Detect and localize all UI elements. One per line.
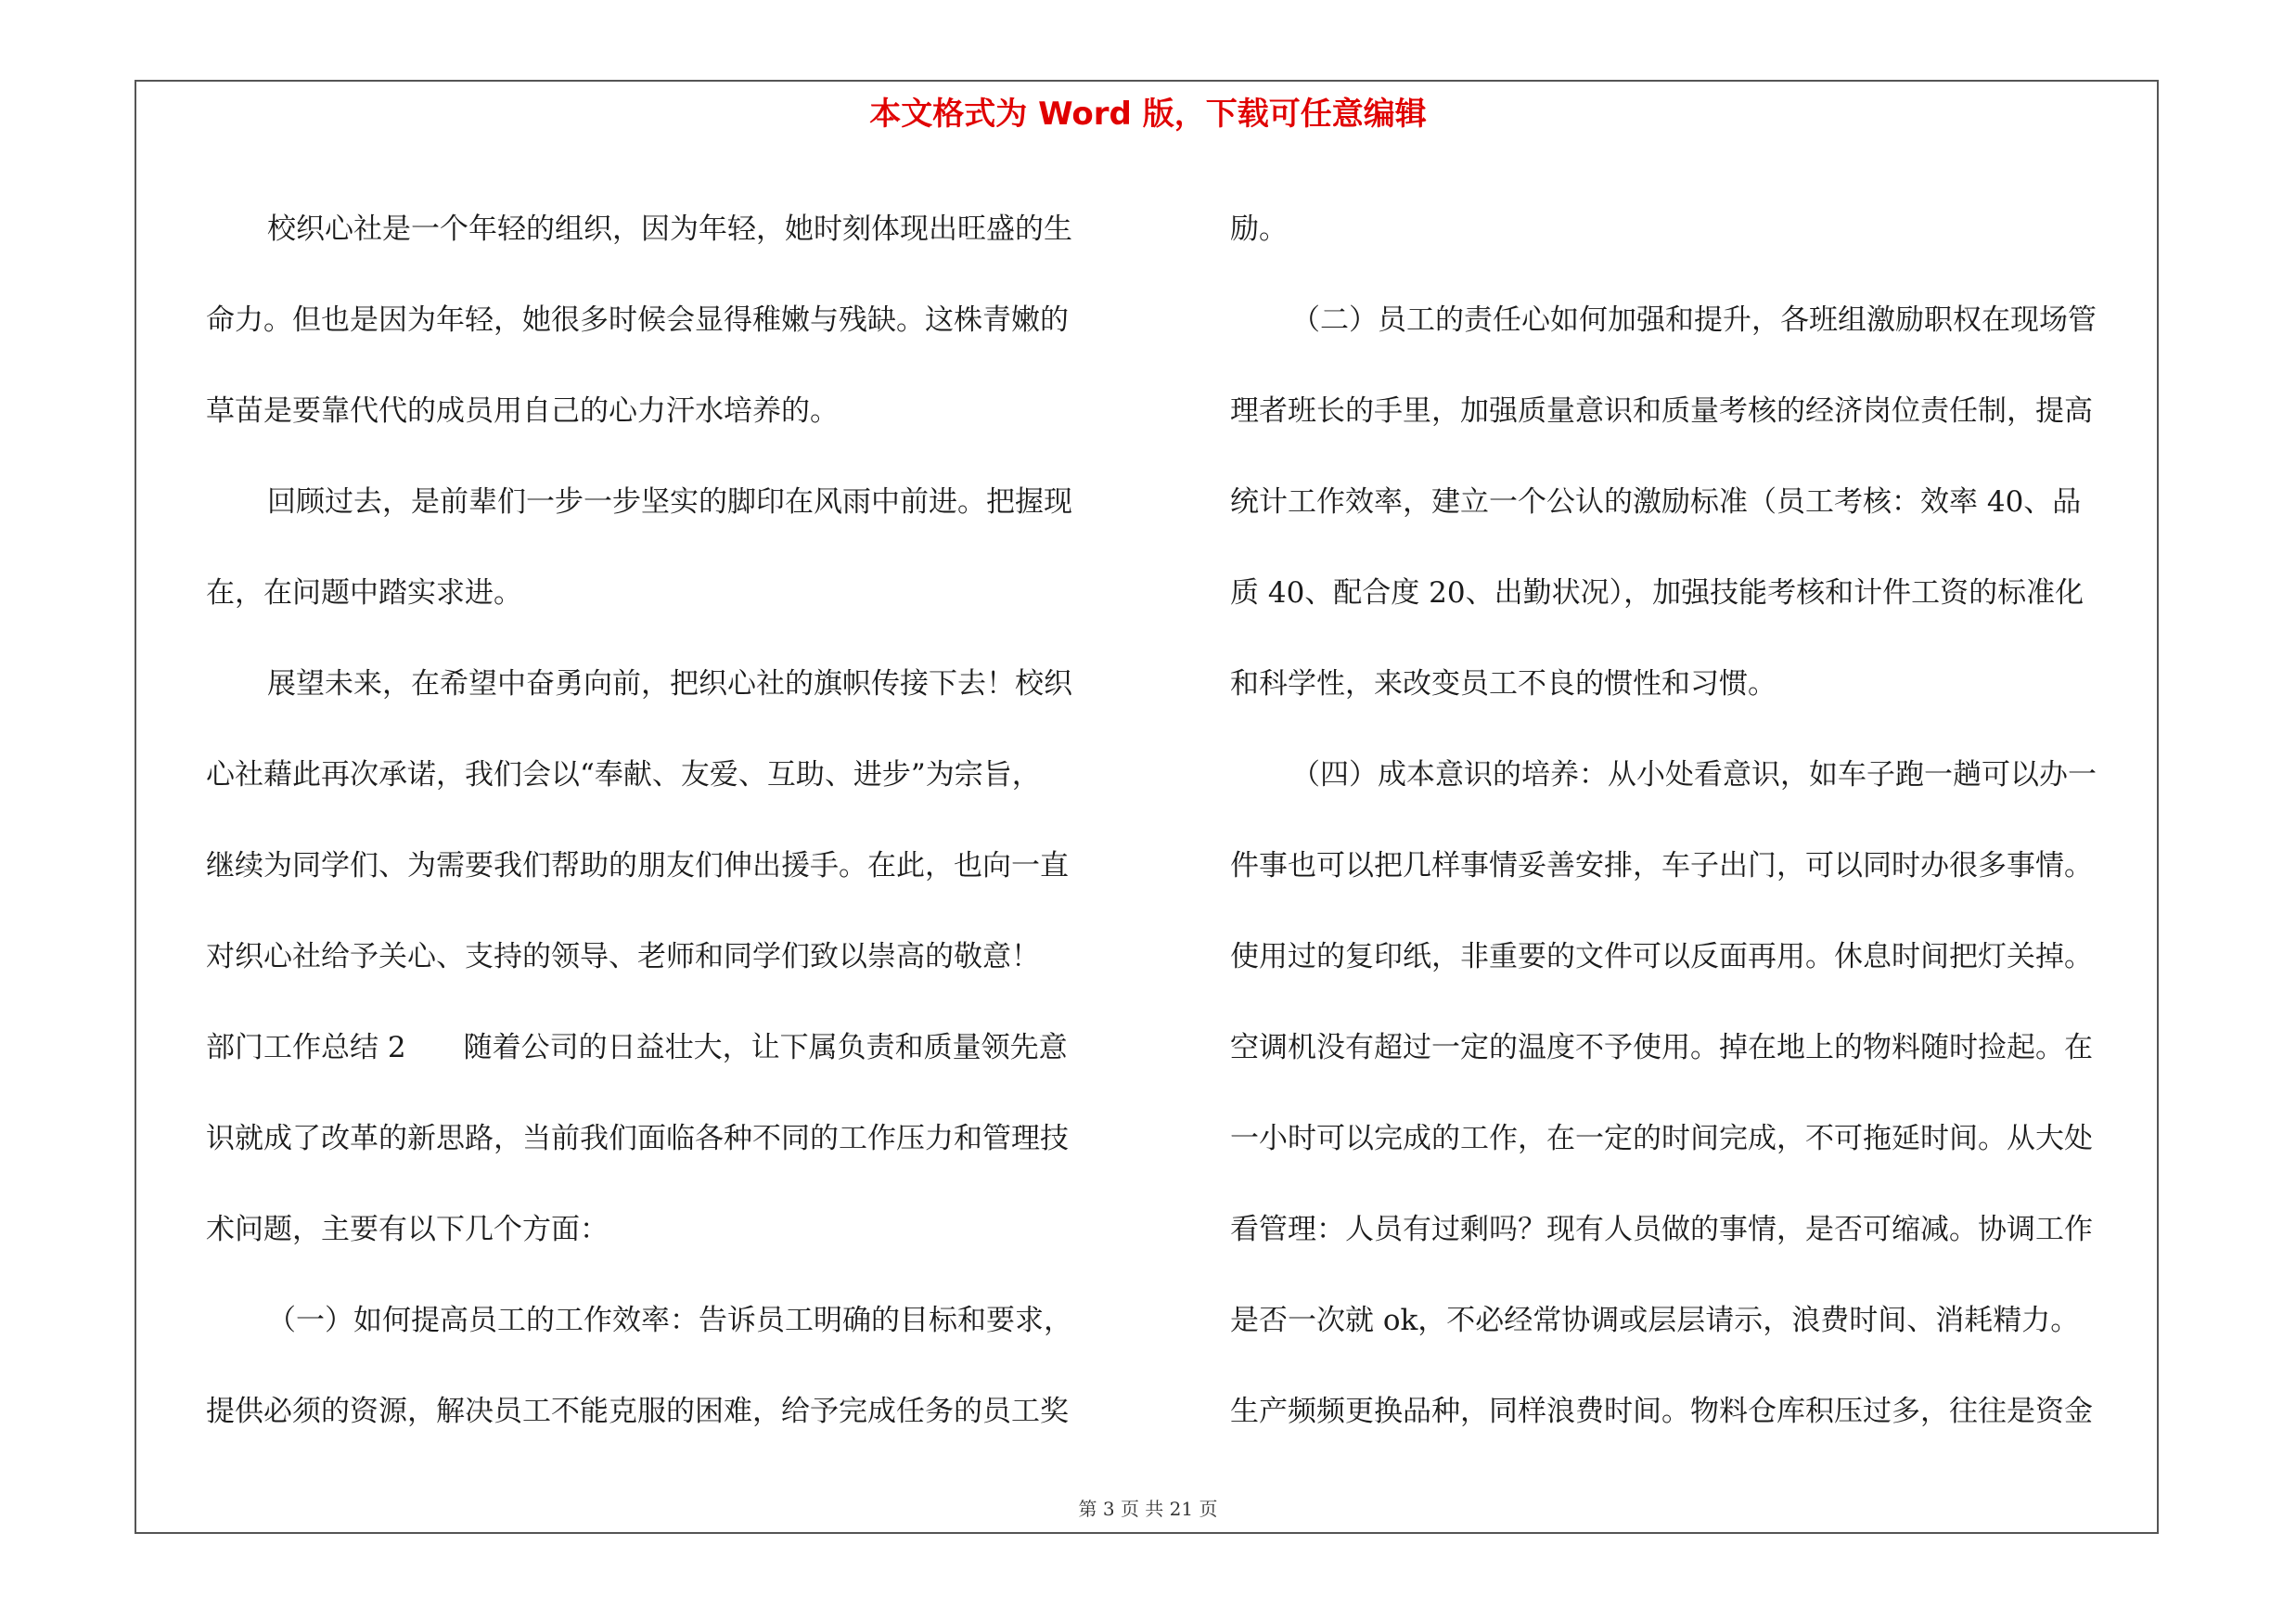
text-line: 对织心社给予关心、支持的领导、老师和同学们致以崇高的敬意！ (206, 940, 1040, 973)
text-line: 校织心社是一个年轻的组织，因为年轻，她时刻体现出旺盛的生 (267, 213, 1072, 246)
text-line: 回顾过去，是前辈们一步一步坚实的脚印在风雨中前进。把握现 (267, 485, 1072, 519)
text-line: 提供必须的资源，解决员工不能克服的困难，给予完成任务的员工奖 (206, 1395, 1069, 1428)
text-line: 部门工作总结 2 随着公司的日益壮大，让下属负责和质量领先意 (206, 1031, 1068, 1064)
text-line: 草苗是要靠代代的成员用自己的心力汗水培养的。 (206, 394, 839, 428)
text-line: 识就成了改革的新思路，当前我们面临各种不同的工作压力和管理技 (206, 1122, 1069, 1155)
text-line: 继续为同学们、为需要我们帮助的朋友们伸出援手。在此，也向一直 (206, 849, 1069, 882)
text-line: 和科学性，来改变员工不良的惯性和习惯。 (1230, 667, 1777, 701)
text-line: 使用过的复印纸，非重要的文件可以反面再用。休息时间把灯关掉。 (1230, 940, 2093, 973)
text-line: 术问题，主要有以下几个方面： (206, 1213, 609, 1246)
page-number: 第 3 页 共 21 页 (1078, 1498, 1218, 1520)
right-text-column (1230, 184, 2167, 1457)
text-line: 统计工作效率，建立一个公认的激励标准（员工考核：效率 40、品 (1230, 485, 2082, 519)
text-line: 命力。但也是因为年轻，她很多时候会显得稚嫩与残缺。这株青嫩的 (206, 303, 1069, 337)
text-line: 一小时可以完成的工作，在一定的时间完成，不可拖延时间。从大处 (1230, 1122, 2093, 1155)
text-line: 件事也可以把几样事情妥善安排，车子出门，可以同时办很多事情。 (1230, 849, 2093, 882)
text-line: （四）成本意识的培养：从小处看意识，如车子跑一趟可以办一 (1291, 758, 2097, 792)
text-line: 是否一次就 ok，不必经常协调或层层请示，浪费时间、消耗精力。 (1230, 1304, 2080, 1337)
text-line: 展望未来，在希望中奋勇向前，把织心社的旗帜传接下去！校织 (267, 667, 1072, 701)
text-line: 理者班长的手里，加强质量意识和质量考核的经济岗位责任制，提高 (1230, 394, 2093, 428)
text-line: 心社藉此再次承诺，我们会以“奉献、友爱、互助、进步”为宗旨， (206, 758, 1041, 792)
text-line: 生产频频更换品种，同样浪费时间。物料仓库积压过多，往往是资金 (1230, 1395, 2093, 1428)
text-line: 质 40、配合度 20、出勤状况），加强技能考核和计件工资的标准化 (1230, 576, 2084, 610)
left-text-column (206, 184, 1124, 1457)
text-line: 空调机没有超过一定的温度不予使用。掉在地上的物料随时捡起。在 (1230, 1031, 2093, 1064)
text-line: （二）员工的责任心如何加强和提升，各班组激励职权在现场管 (1291, 303, 2097, 337)
word-format-banner: 本文格式为 Word 版，下载可任意编辑 (869, 96, 1427, 133)
text-line: 在，在问题中踏实求进。 (206, 576, 522, 610)
text-line: （一）如何提高员工的工作效率：告诉员工明确的目标和要求， (267, 1304, 1072, 1337)
text-line: 看管理：人员有过剩吗？现有人员做的事情，是否可缩减。协调工作 (1230, 1213, 2093, 1246)
text-line: 励。 (1230, 213, 1288, 246)
